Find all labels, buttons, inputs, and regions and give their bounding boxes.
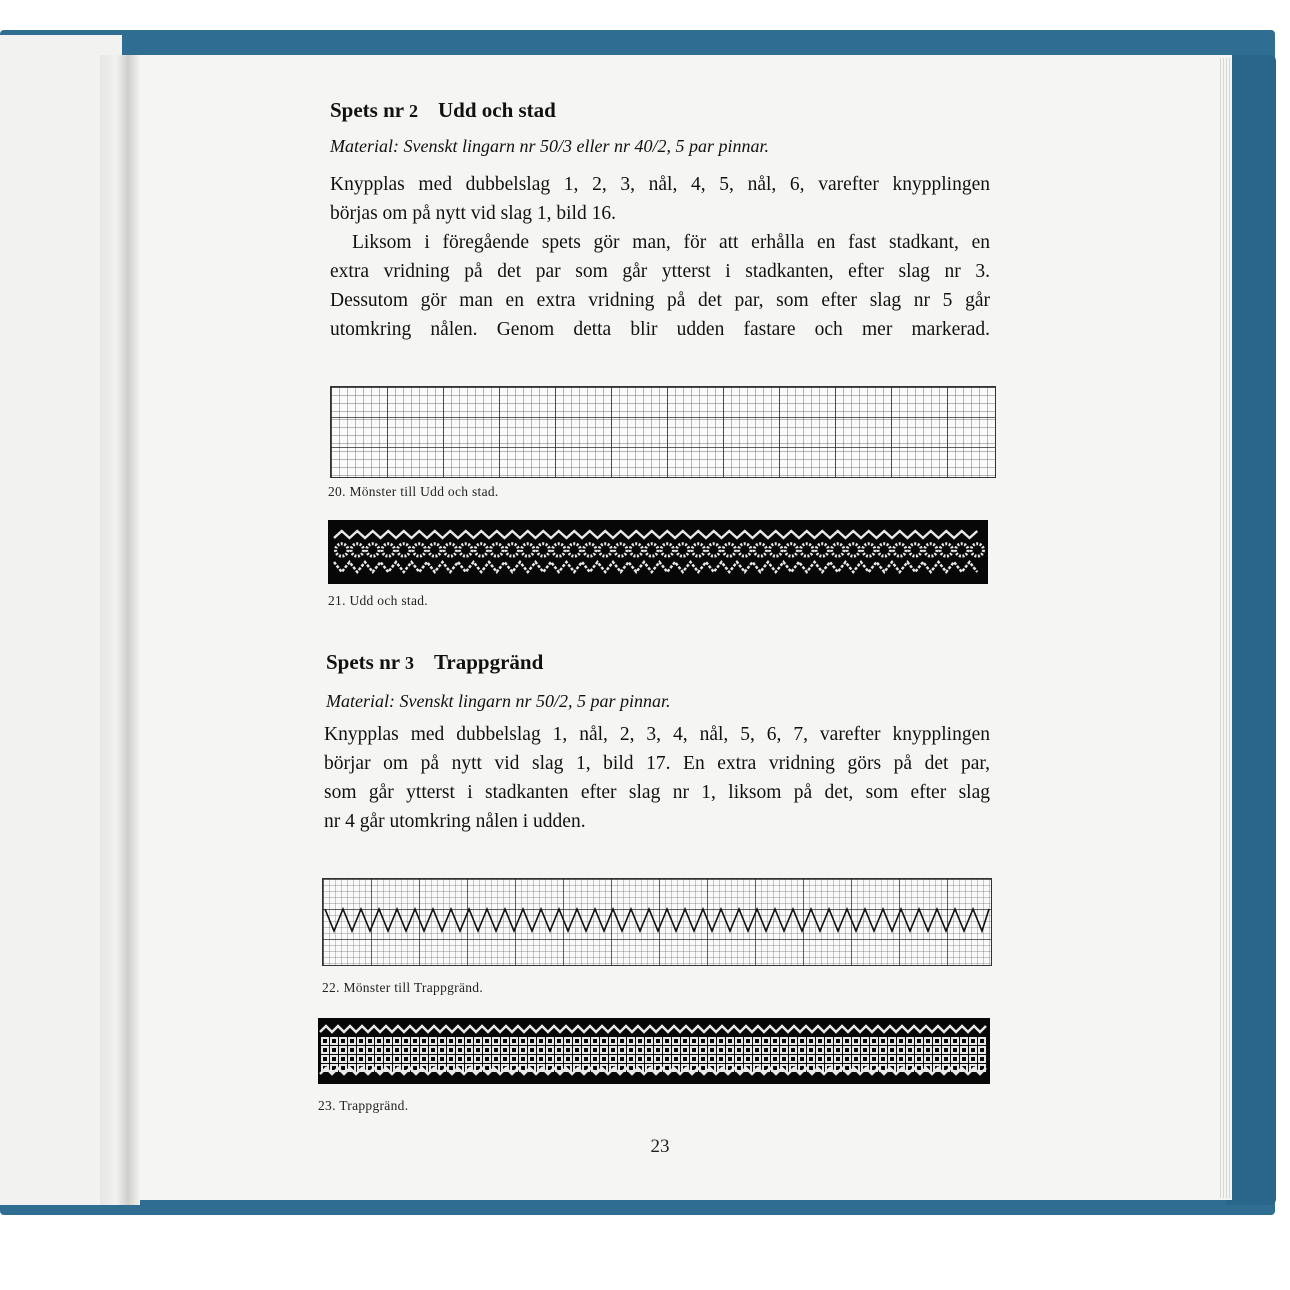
lace1-svg xyxy=(328,520,988,584)
section2-heading-title: Trappgränd xyxy=(433,650,544,674)
text-line: som går ytterst i stadkanten efter slag nr 1, liksom på det, som efter slag xyxy=(324,782,990,803)
text-line: nr 4 går utomkring nålen i udden. xyxy=(324,811,586,832)
text-line: Liksom i föregående spets gör man, för att erhålla en fast stadkant, en xyxy=(352,232,990,253)
lace-photo-udd-och-stad xyxy=(328,520,988,584)
text-line: utomkring nålen. Genom detta blir udden fastare och mer markerad. xyxy=(330,319,990,340)
section2-paragraph1 xyxy=(324,720,990,836)
section1-paragraph2 xyxy=(330,228,990,344)
text-line: extra vridning på det par som går ytterst i stadkanten, efter slag nr 3. xyxy=(330,261,990,282)
section2-heading-number: 3 xyxy=(404,653,414,673)
text-line: börjar om på nytt vid slag 1, bild 17. En extra vridning görs på det par, xyxy=(324,753,990,774)
page-number: 23 xyxy=(650,1136,670,1157)
section1-paragraph1 xyxy=(330,170,990,228)
section1-heading-number: 2 xyxy=(408,101,418,121)
section2-heading xyxy=(326,650,543,675)
figure22-caption: 22. Mönster till Trappgränd. xyxy=(322,980,484,995)
text-line: Knypplas med dubbelslag 1, nål, 2, 3, 4, nål, 5, 6, 7, varefter knypplingen xyxy=(324,724,990,745)
zigzag-pattern xyxy=(323,879,991,965)
figure20-caption: 20. Mönster till Udd och stad. xyxy=(328,484,499,499)
page-edges xyxy=(1218,58,1232,1198)
section1-heading-prefix: Spets nr xyxy=(330,98,404,122)
pattern-grid-trappgrand xyxy=(322,878,992,966)
section1-material: Material: Svenskt lingarn nr 50/3 eller nr 40/2, 5 par pinnar. xyxy=(330,136,769,156)
book-cover-edge xyxy=(1226,55,1276,1205)
lace-photo-trappgrand xyxy=(318,1018,990,1084)
section2-material: Material: Svenskt lingarn nr 50/2, 5 par pinnar. xyxy=(326,691,671,711)
lace2-svg xyxy=(318,1018,990,1084)
pattern-grid-udd-och-stad xyxy=(330,386,996,478)
book-gutter xyxy=(100,55,140,1205)
text-line: Knypplas med dubbelslag 1, 2, 3, nål, 4, 5, nål, 6, varefter knypplingen xyxy=(330,174,990,195)
text-line: börjas om på nytt vid slag 1, bild 16. xyxy=(330,203,616,224)
text-line: Dessutom gör man en extra vridning på det par, som efter slag nr 5 går xyxy=(330,290,990,311)
section1-heading-title: Udd och stad xyxy=(437,98,556,122)
section1-heading xyxy=(330,98,556,123)
section2-heading-prefix: Spets nr xyxy=(326,650,400,674)
figure23-caption: 23. Trappgränd. xyxy=(318,1098,409,1113)
figure21-caption: 21. Udd och stad. xyxy=(328,593,428,608)
